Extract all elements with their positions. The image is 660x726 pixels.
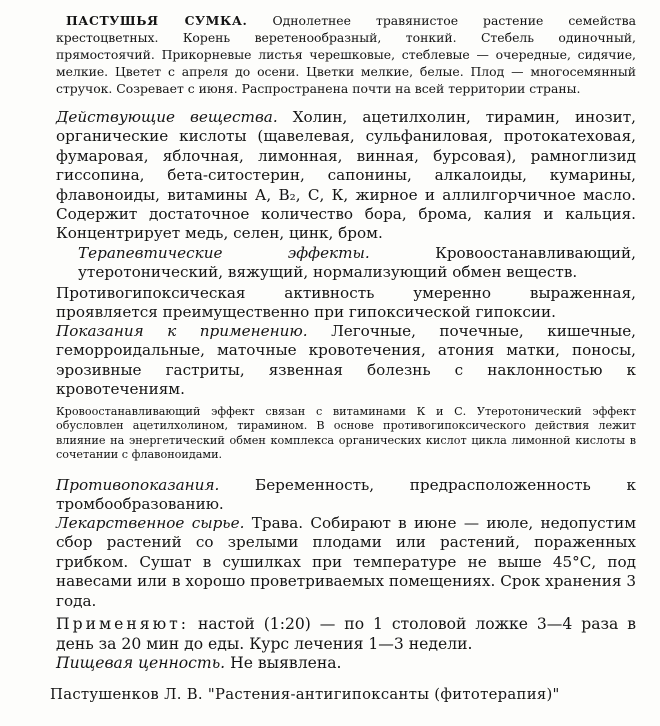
therapeutic-effects-label: Терапевтические эффекты. bbox=[78, 244, 370, 262]
usage-text: настой (1:20) — по 1 столовой ложке 3—4 раза в день за 20 мин до еды. Курс лечения 1—3 недели. bbox=[56, 615, 636, 653]
usage-label: Применяют: bbox=[56, 615, 190, 633]
raw-material-section bbox=[56, 514, 636, 611]
active-substances-text: Холин, ацетилхолин, тирамин, инозит, органические кислоты (щавелевая, сульфаниловая, протокатеховая, фумаровая, яблочная, лимонная, винная, бурсовая), рамноглизид гиссопина, бета-ситостерин, сапонины, алкалоиды, кумарины, флавоноиды, витамины А, В₂, С, К, жирное и аллилгорчичное масло. Содержит достаточное количество бора, брома, калия и кальция. Концентрирует медь, селен, цинк, бром. bbox=[56, 108, 636, 243]
mechanism-note bbox=[56, 405, 636, 463]
indications-section bbox=[56, 322, 636, 400]
usage-section bbox=[56, 614, 636, 654]
source-citation: Пастушенков Л. В. "Растения-антигипоксанты (фитотерапия)" bbox=[50, 686, 560, 703]
plant-description bbox=[56, 12, 636, 97]
nutrition-section bbox=[56, 653, 636, 673]
antihypoxic-text: Противогипоксическая активность умеренно выраженная, проявляется преимущественно при гипоксической гипоксии. bbox=[56, 284, 636, 322]
nutrition-text: Не выявлена. bbox=[230, 654, 342, 672]
active-substances-section bbox=[56, 108, 636, 244]
indications-text: Легочные, почечные, кишечные, геморроидальные, маточные кровотечения, атония матки, поносы, эрозивные гастриты, язвенная болезнь с наклонностью к кровотечениям. bbox=[56, 322, 637, 399]
indications-label: Показания к применению. bbox=[56, 322, 308, 340]
plant-description-text: Однолетнее травянистое растение семейства крестоцветных. Корень веретенообразный, тонкий. Стебель одиночный, прямостоячий. Прикорневые листья черешковые, стеблевые — очередные, сидячие, мелкие. Цветет с апреля до осени. Цветки мелкие, белые. Плод — многосемянный стручок. Созревает с июня. Распространена почти на всей территории страны. bbox=[56, 13, 636, 96]
raw-material-text-b: Сушат в сушилках при температуре не выше 45°С, под навесами или в хорошо проветриваемых помещениях. Срок хранения 3 года. bbox=[56, 552, 636, 610]
plant-title: ПАСТУШЬЯ СУМКА. bbox=[66, 13, 248, 28]
raw-material-label: Лекарственное сырье. bbox=[56, 514, 245, 532]
contraindications-section bbox=[56, 476, 636, 515]
nutrition-label: Пищевая ценность. bbox=[56, 654, 226, 672]
mechanism-note-text: Кровоостанавливающий эффект связан с витаминами К и С. Утеротонический эффект обусловлен ацетилхолином, тирамином. В основе противогипоксического действия лежит влияние на энергетический обмен комплекса органических кислот цикла лимонной кислоты в сочетании с флавоноидами. bbox=[56, 405, 636, 462]
therapeutic-effects-section bbox=[56, 244, 636, 283]
contraindications-label: Противопоказания. bbox=[56, 476, 220, 494]
active-substances-label: Действующие вещества. bbox=[56, 108, 278, 126]
therapeutic-effects-text: Кровоостанавливающий, утеротонический, вяжущий, нормализующий обмен веществ. bbox=[78, 244, 637, 282]
antihypoxic-activity bbox=[56, 284, 636, 323]
contraindications-text: Беременность, предрасположенность к тромбообразованию. bbox=[56, 476, 636, 514]
raw-material-text-a: Трава. Собирают в июне — июле, недопустим сбор растений со зрелыми плодами или растений, пораженных грибком. bbox=[56, 514, 637, 571]
